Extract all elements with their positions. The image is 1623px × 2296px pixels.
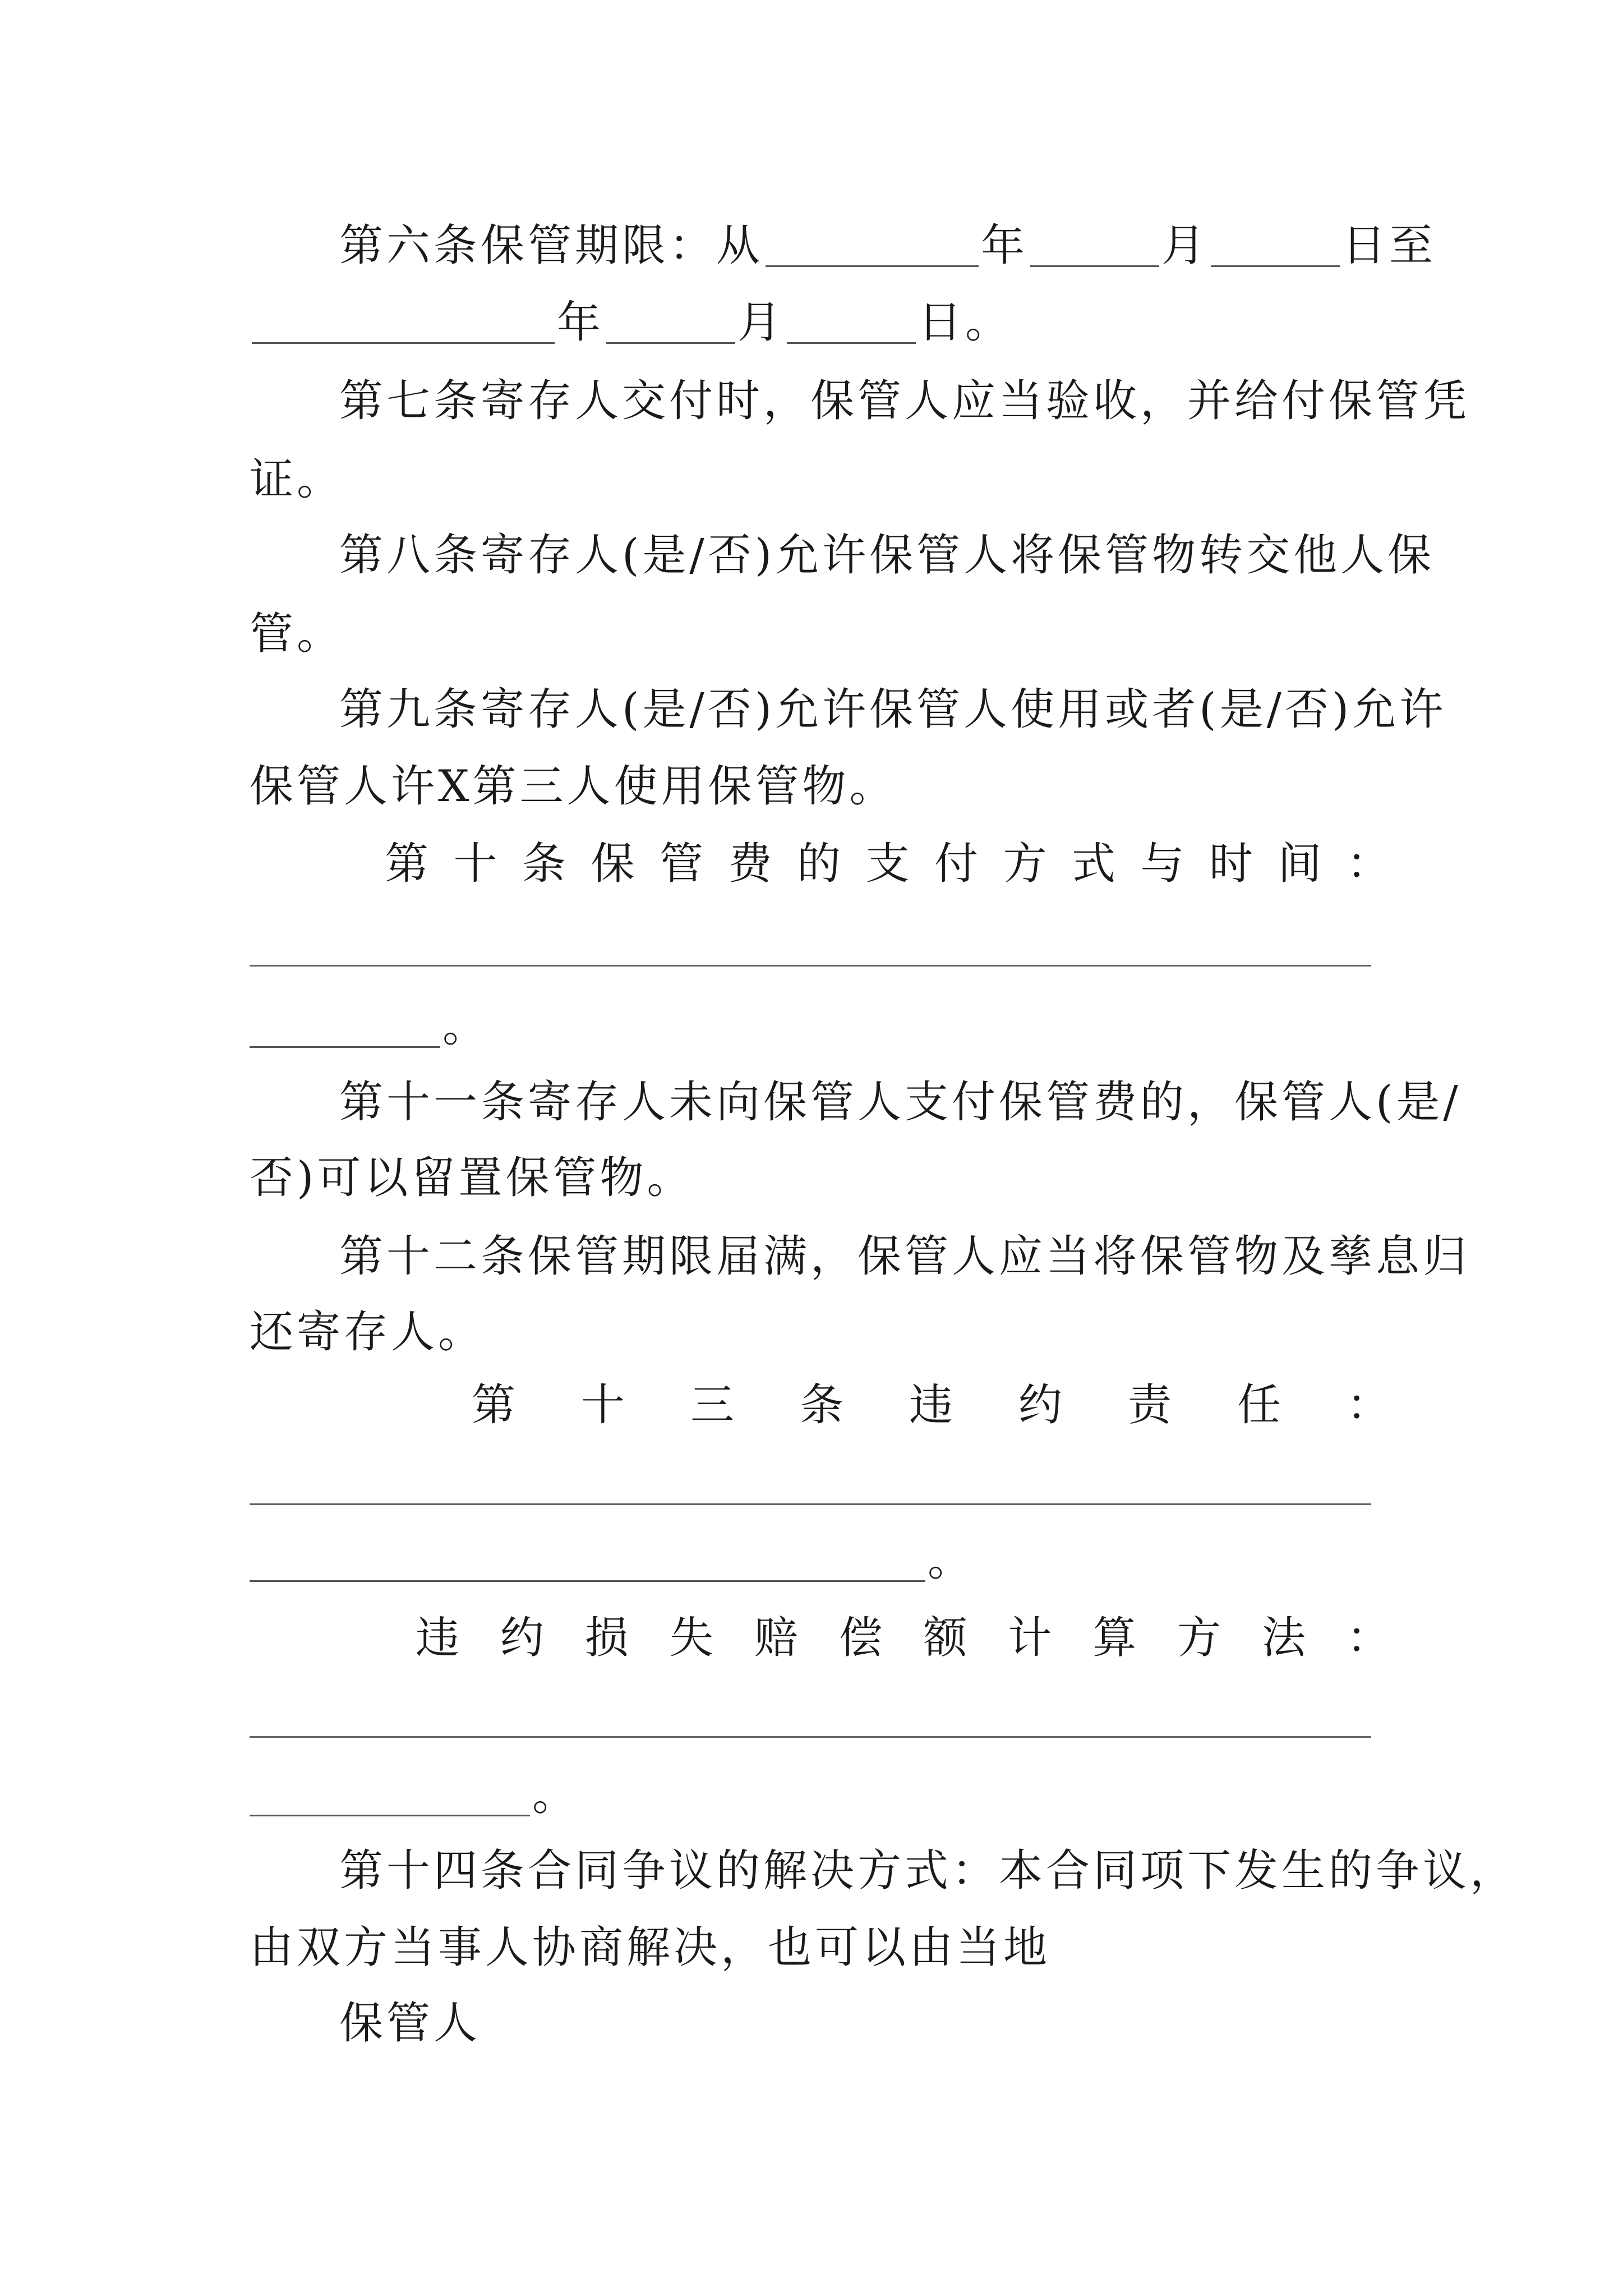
heading-char: ： (1347, 839, 1391, 889)
month-label: 月 (1161, 220, 1209, 271)
article-9-line-2: 保管人许X第三人使用保管物。 (250, 761, 897, 812)
damages-blank-line (250, 1736, 1371, 1738)
heading-char: 法 (1262, 1613, 1306, 1663)
heading-char: 间 (1278, 839, 1322, 889)
heading-char: ： (1347, 1613, 1391, 1663)
article-13-heading (0, 1372, 1623, 1439)
heading-char: 时 (1209, 839, 1253, 889)
article-10-blank-line (250, 965, 1371, 967)
heading-char: 与 (1140, 839, 1184, 889)
article-7-line-2: 证。 (250, 454, 344, 505)
heading-char: 第 (472, 1380, 516, 1430)
heading-char: 算 (1092, 1613, 1137, 1663)
blank-month-start (1030, 218, 1159, 267)
heading-char: 违 (416, 1613, 460, 1663)
heading-char: 方 (1177, 1613, 1221, 1663)
heading-char: 条 (800, 1380, 844, 1430)
damages-method-heading (0, 1604, 1623, 1672)
heading-char: 约 (1018, 1380, 1063, 1430)
heading-char: 方 (1003, 839, 1047, 889)
custodian-signature-label: 保管人 (339, 1998, 481, 2049)
article-11-line-1: 第十一条寄存人未向保管人支付保管费的，保管人(是/ (339, 1077, 1461, 1128)
blank-day-end (787, 295, 916, 344)
heading-char: 式 (1072, 839, 1116, 889)
article-14-line-1: 第十四条合同争议的解决方式：本合同项下发生的争议， (339, 1846, 1518, 1896)
heading-char: 计 (1008, 1613, 1052, 1663)
year-label: 年 (981, 220, 1029, 271)
heading-char: 赔 (754, 1613, 798, 1663)
heading-char: 额 (923, 1613, 967, 1663)
heading-char: 的 (797, 839, 841, 889)
heading-char: 保 (591, 839, 635, 889)
heading-char: 失 (669, 1613, 713, 1663)
heading-char: ： (1347, 1380, 1391, 1430)
article-11-line-2: 否)可以留置保管物。 (250, 1153, 694, 1203)
heading-char: 损 (584, 1613, 629, 1663)
heading-char: 第 (385, 839, 429, 889)
blank-month-end (606, 295, 735, 344)
blank-year-start (766, 218, 979, 267)
article-6-text: 第六条保管期限：从 (339, 220, 764, 271)
damages-blank-short (250, 1768, 530, 1816)
period: 。 (928, 1535, 975, 1586)
article-14-line-2: 由双方当事人协商解决，也可以由当地 (250, 1922, 1051, 1973)
blank-year-end (252, 295, 555, 344)
damages-line-end (250, 1761, 579, 1829)
article-12-line-2: 还寄存人。 (250, 1307, 486, 1358)
period: 。 (442, 1001, 490, 1052)
heading-char: 十 (453, 839, 497, 889)
heading-char: 支 (865, 839, 910, 889)
period: 。 (532, 1770, 580, 1820)
article-13-blank-long (250, 1533, 925, 1582)
heading-char: 任 (1237, 1380, 1281, 1430)
heading-char: 责 (1128, 1380, 1172, 1430)
heading-char: 违 (909, 1380, 953, 1430)
heading-char: 管 (660, 839, 704, 889)
day-label: 日。 (918, 297, 1013, 348)
heading-char: 偿 (838, 1613, 883, 1663)
article-12-line-1: 第十二条保管期限届满，保管人应当将保管物及孳息归 (339, 1231, 1470, 1282)
article-9-line-1: 第九条寄存人(是/否)允许保管人使用或者(是/否)允许 (339, 684, 1447, 735)
article-8-line-2: 管。 (250, 609, 344, 659)
heading-char: 十 (581, 1380, 625, 1430)
article-7-line-1: 第七条寄存人交付时，保管人应当验收，并给付保管凭 (339, 376, 1470, 426)
article-13-line-end (250, 1527, 975, 1594)
article-10-heading (0, 830, 1623, 898)
heading-char: 付 (934, 839, 979, 889)
blank-day-start (1211, 218, 1340, 267)
article-13-blank-line (250, 1503, 1371, 1505)
heading-char: 费 (728, 839, 772, 889)
heading-char: 三 (690, 1380, 735, 1430)
year-label: 年 (557, 297, 605, 348)
heading-char: 条 (522, 839, 566, 889)
month-label: 月 (737, 297, 785, 348)
article-6-line-2 (250, 289, 1012, 356)
article-6-line-1 (339, 212, 1436, 279)
article-8-line-1: 第八条寄存人(是/否)允许保管人将保管物转交他人保 (339, 530, 1435, 581)
heading-char: 约 (500, 1613, 544, 1663)
article-10-line-end (250, 993, 490, 1060)
article-10-blank-short (250, 999, 440, 1048)
day-label: 日至 (1342, 220, 1437, 271)
